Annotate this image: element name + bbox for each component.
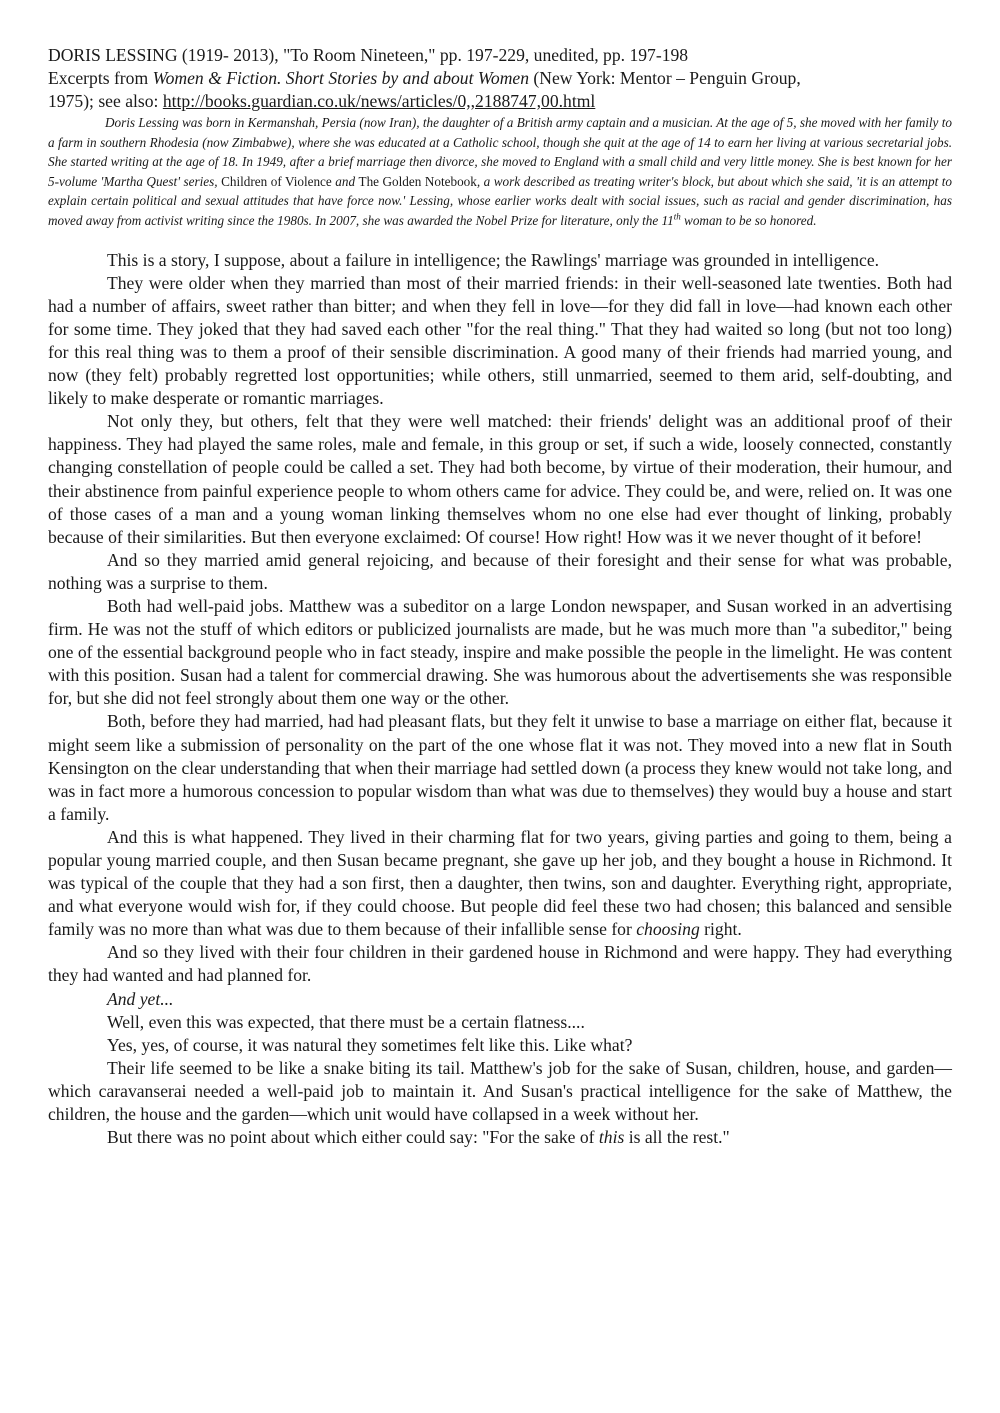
citation-prefix: Excerpts from [48, 68, 153, 88]
citation-header [48, 44, 952, 113]
story-paragraph-7 [48, 826, 952, 941]
story-paragraph-13 [48, 1126, 952, 1149]
story-paragraph-12: Their life seemed to be like a snake biting its tail. Matthew's job for the sake of Susan, children, house, and garden—which caravanserai needed a well-paid job to maintain it. And Susan's practical intelligence for the sake of Matthew, the children, the house and the garden—which unit would have collapsed in a week without her. [48, 1057, 952, 1125]
p7-emphasis: choosing [636, 919, 700, 940]
bio-title-golden-notebook: The Golden Notebook [358, 173, 477, 189]
bio-text-1: Doris Lessing was born in Kermanshah, Persia (now Iran), the daughter of a British army captain and a musician. At the age of 5, she moved with her family to a farm in southern Rhodesia (now Zimbabwe), where she was educated at a Catholic school, though she quit at the age of 14 to earn her living at various secretarial jobs. She started writing at the age of 18. In 1949, after a brief marriage then divorce, she moved to England with a small child and very little money. She is best known for her 5-volume 'Martha Quest' series, [48, 115, 952, 189]
book-title: Women & Fiction. Short Stories by and about Women [152, 68, 530, 88]
story-paragraph-3: Not only they, but others, felt that they were well matched: their friends' delight was an additional proof of their happiness. They had played the same roles, male and female, in this group or set, if such a wide, loosely connected, constantly changing constellation of people could be called a set. They had both become, by virtue of their moderation, their humour, and their abstinence from painful experience people to whom others came for advice. They could be, and were, relied on. It was one of those cases of a man and a young woman linking themselves whom no one else had ever thought of linking, probably because of their similarities. But then everyone exclaimed: Of course! How right! How was it we never thought of it before! [48, 411, 952, 547]
citation-line-1: DORIS LESSING (1919- 2013), "To Room Nineteen," pp. 197-229, unedited, pp. 197-198 [48, 45, 689, 65]
story-paragraph-8: And so they lived with their four children in their gardened house in Richmond and were happy. They had everything they had wanted and had planned for. [48, 942, 952, 986]
citation-line-2 [48, 67, 952, 90]
and-yet-emphasis: And yet... [107, 988, 174, 1009]
story-paragraph-5: Both had well-paid jobs. Matthew was a subeditor on a large London newspaper, and Susan worked in an advertising firm. He was not the stuff of which editors or publicized journalists are made, but he was much more than "a subeditor," being one of the essential background people who in fact steady, inspire and make possible the people in the limelight. He was content with this position. Susan had a talent for commercial drawing. She was humorous about the advertisements she was responsible for, but she did not feel strongly about them one way or the other. [48, 595, 952, 709]
citation-line-3 [48, 90, 952, 113]
publisher-info: (New York: Mentor – Penguin Group, [529, 68, 801, 88]
author-bio [48, 113, 952, 231]
story-paragraph-11: Yes, yes, of course, it was natural they sometimes felt like this. Like what? [107, 1034, 633, 1055]
story-paragraph-4: And so they married amid general rejoicing, and because of their foresight and their sense for what was probable, nothing was a surprise to them. [48, 549, 952, 593]
guardian-link[interactable]: http://books.guardian.co.uk/news/articles/0,,2188747,00.html [162, 91, 596, 111]
bio-text-2: , a work described as treating writer's block, but about which she said, 'it is an attempt to explain certain political and sexual attitudes that have force now.' Lessing, whose earlier works dealt with social issues, such as racial and gender discrimination, has moved away from activist writing since the 1980s. In 2007, she was awarded the Nobel Prize for literature, only the 11 [48, 173, 952, 228]
story-paragraph-10: Well, even this was expected, that there must be a certain flatness.... [107, 1011, 585, 1032]
bio-ordinal-sup: th [673, 211, 681, 222]
story-paragraph-6: Both, before they had married, had had pleasant flats, but they felt it unwise to base a marriage on either flat, because it might seem like a submission of personality on the part of the one whose flat it was not. They moved into a new flat in South Kensington on the clear understanding that when their marriage had settled down (a process they knew would not take long, and was in fact more a humorous concession to popular wisdom than what was due to themselves) they would buy a house and start a family. [48, 711, 952, 824]
story-paragraph-9 [48, 988, 952, 1011]
p13-end: is all the rest." [624, 1127, 730, 1148]
bio-title-children-of-violence: Children of Violence [221, 173, 332, 189]
p13-text: But there was no point about which either could say: "For the sake of [107, 1127, 599, 1148]
citation-year: 1975); see also: [48, 91, 163, 111]
bio-text-and: and [331, 173, 359, 189]
story-paragraph-1: This is a story, I suppose, about a failure in intelligence; the Rawlings' marriage was grounded in intelligence. [107, 249, 880, 270]
story-paragraph-2: They were older when they married than most of their married friends: in their well-seasoned late twenties. Both had had a number of affairs, sweet rather than bitter; and when they fell in love—for they did fall in love—had known each other for some time. They joked that they had saved each other "for the real thing." That they had waited so long (but not too long) for this real thing was to them a proof of their sensible discrimination. A good many of their friends had married young, and now (they felt) probably regretted lost opportunities; while others, still unmarried, seemed to them arid, self-doubting, and likely to make desperate or romantic marriages. [48, 272, 952, 409]
bio-text-3: woman to be so honored. [680, 212, 817, 228]
p13-emphasis: this [598, 1127, 625, 1148]
story-text [48, 249, 952, 1150]
p7-end: right. [699, 919, 742, 940]
p7-text: And this is what happened. They lived in their charming flat for two years, giving parties and going to them, being a popular young married couple, and then Susan became pregnant, she gave up her job, and they bought a house in Richmond. It was typical of the couple that they had a son first, then a daughter, then twins, son and daughter. Everything right, appropriate, and what everyone would wish for, if they could choose. But people did feel these two had chosen; this balanced and sensible family was no more than what was due to them because of their infallible sense for [48, 826, 952, 940]
